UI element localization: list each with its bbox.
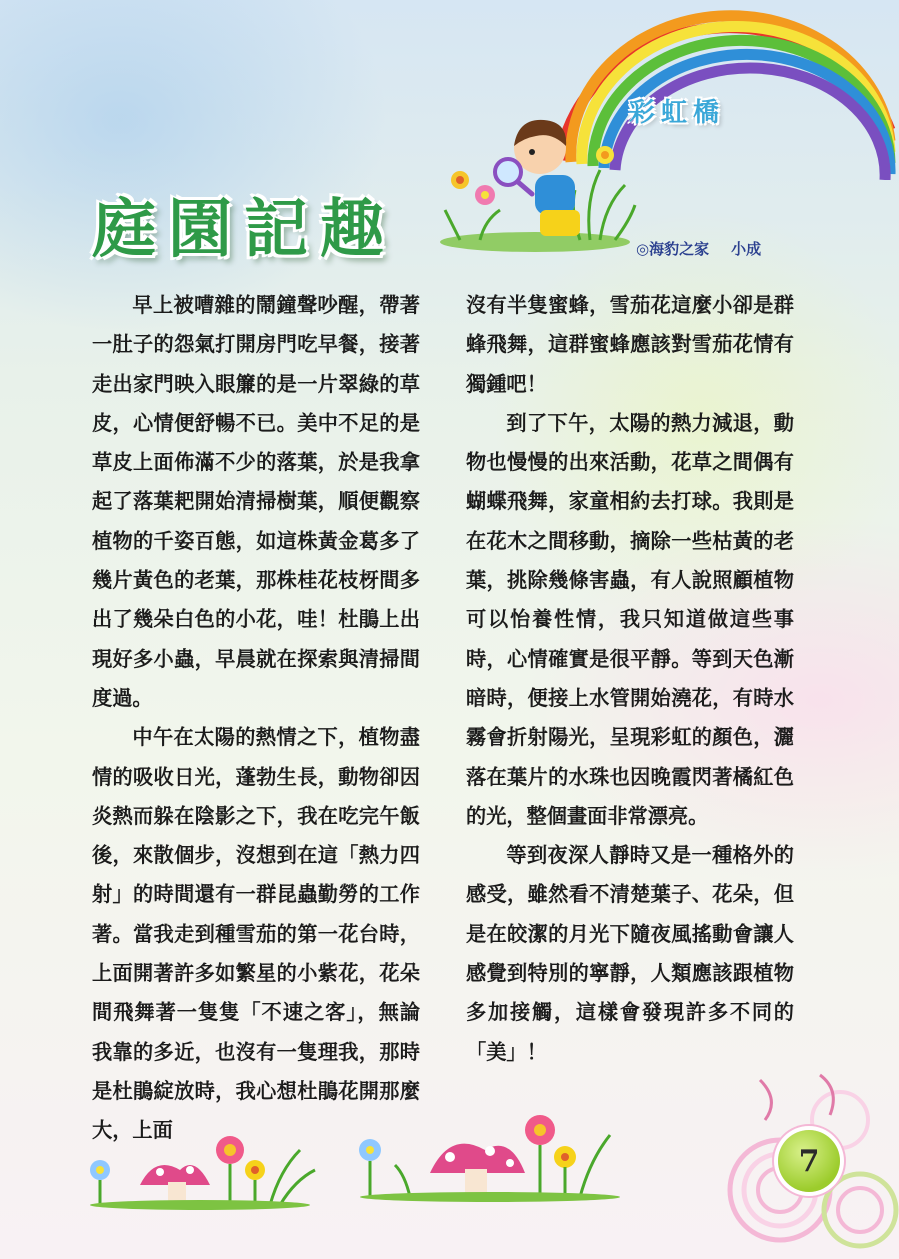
page-number: 7 xyxy=(778,1130,840,1192)
article-paragraph: 到了下午，太陽的熱力減退，動物也慢慢的出來活動，花草之間偶有蝴蝶飛舞，家童相約去打球。我則是在花木之間移動，摘除一些枯黃的老葉，挑除幾條害蟲，有人說照顧植物可以怡養性情，我只知道做這些事時，心情確實是很平靜。等到天色漸暗時，便接上水管開始澆花，有時水霧會折射陽光，呈現彩虹的顏色，灑落在葉片的水珠也因晚霞閃著橘紅色的光，整個畫面非常漂亮。 xyxy=(466,410,794,828)
article-paragraph: 早上被嘈雜的鬧鐘聲吵醒，帶著一肚子的怨氣打開房門吃早餐，接著走出家門映入眼簾的是一片翠綠的草皮，心情便舒暢不已。美中不足的是草皮上面佈滿不少的落葉，於是我拿起了落葉耙開始清掃樹葉，順便觀察植物的千姿百態，如這株黃金葛多了幾片黃色的老葉，那株桂花枝枒間多出了幾朵白色的小花，哇！杜鵑上出現好多小蟲，早晨就在探索與清掃間度過。 xyxy=(92,293,420,710)
flowers-mushroom-decoration-center xyxy=(350,1105,620,1205)
article-paragraph: 中午在太陽的熱情之下，植物盡情的吸收日光，蓬勃生長，動物卻因炎熱而躲在陰影之下，我在吃完午飯後，來散個步，沒想到在這「熱力四射」的時間還有一群昆蟲勤勞的工作著。當我走到種雪茄的第一花台時，上面開著許多如繁星的小紫花，花朵間飛舞著一隻隻「不速之客」，無論我靠的多近，也沒有一隻理我，那時是杜鵑綻放時，我心想杜鵑花開那麼大，上面 xyxy=(92,725,420,1143)
article-paragraph: 等到夜深人靜時又是一種格外的感受，雖然看不清楚葉子、花朵，但是在皎潔的月光下隨夜風搖動會讓人感覺到特別的寧靜，人類應該跟植物多加接觸，這樣會發現許多不同的「美」！ xyxy=(466,843,794,1064)
article-column-right xyxy=(466,286,794,1072)
child-with-magnifier-illustration xyxy=(440,110,640,255)
flowers-mushroom-decoration-left xyxy=(80,1110,320,1210)
author-line xyxy=(636,238,761,259)
author-name: 小成 xyxy=(731,240,762,258)
article-title: 庭園記趣 xyxy=(92,192,396,267)
series-label: 彩虹橋 xyxy=(628,98,725,128)
article-column-left xyxy=(92,286,420,1151)
author-affiliation: ◎海豹之家 xyxy=(636,240,710,258)
article-paragraph: 沒有半隻蜜蜂，雪茄花這麼小卻是群蜂飛舞，這群蜜蜂應該對雪茄花情有獨鍾吧！ xyxy=(466,293,794,396)
